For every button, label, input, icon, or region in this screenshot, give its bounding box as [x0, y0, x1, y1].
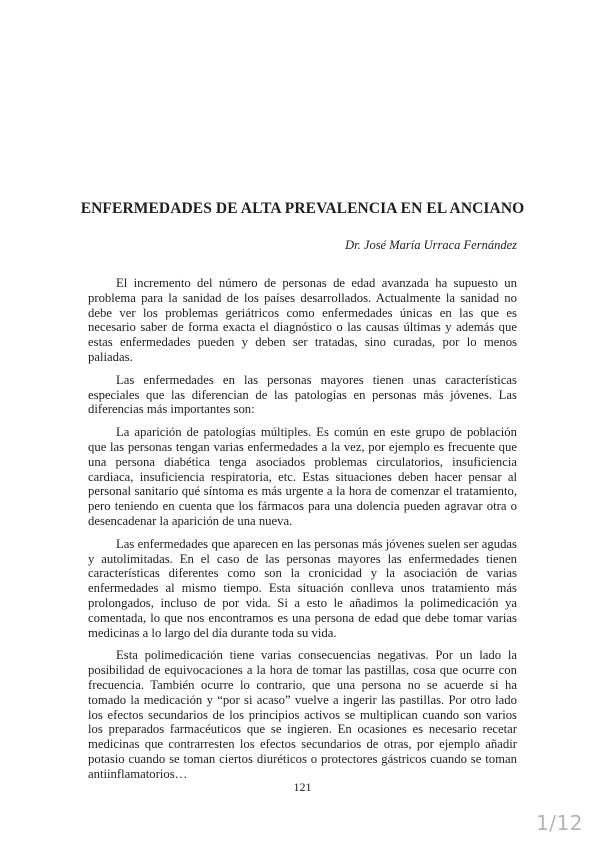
paragraph: Las enfermedades en las personas mayores tienen unas características especiales que las diferencian de las patologías en personas más jóvenes. Las diferencias más importantes son: — [88, 372, 517, 417]
author-name: Dr. José María Urraca Fernández — [345, 238, 517, 252]
paragraph: Esta polimedicación tiene varias consecuencias negativas. Por un lado la posibilidad de equivocaciones a la hora de tomar las pastillas, cosa que ocurre con frecuencia. También ocurre lo contrario, que una persona no se acuerde si ha tomado la medicación y “por si acaso” vuelve a ingerir las pastillas. Por otro lado los efectos secundarios de los principios activos se multiplican cuando son varios los preparados farmacéuticos que se ingieren. En ocasiones es necesario recetar medicinas que contrarresten los efectos secundarios de otras, por ejemplo añadir potasio cuando se toman ciertos diuréticos o protectores gástricos cuando se toman antiinflamatorios… — [88, 648, 517, 781]
paragraph: El incremento del número de personas de edad avanzada ha supuesto un problema para la sanidad de los países desarrollados. Actualmente la sanidad no debe ver los problemas geriátricos como enfermedades únicas en las que es necesario saber de forma exacta el diagnóstico o las causas últimas y además que estas enfermedades pueden y deben ser tratadas, sino curadas, por lo menos paliadas. — [88, 276, 517, 364]
page-counter: 1/12 — [536, 811, 583, 835]
document-title: ENFERMEDADES DE ALTA PREVALENCIA EN EL ANCIANO — [80, 200, 525, 217]
paragraph: Las enfermedades que aparecen en las personas más jóvenes suelen ser agudas y autolimitadas. En el caso de las personas mayores las enfermedades tienen características diferentes como son la cronicidad y la asociación de varias enfermedades al mismo tiempo. Esta situación conlleva unos tratamiento más prolongados, incluso de por vida. Si a esto le añadimos la polimedicación ya comentada, lo que nos encontramos es una persona de edad que debe tomar varias medicinas a lo largo del día durante toda su vida. — [88, 536, 517, 640]
document-body — [88, 276, 517, 790]
paragraph: La aparición de patologías múltiples. Es común en este grupo de población que las personas tengan varias enfermedades a la vez, por ejemplo es frecuente que una persona diabética tenga asociados problemas circulatorios, insuficiencia cardiaca, insuficiencia respiratoria, etc. Estas situaciones deben hacer pensar al personal sanitario qué síntoma es más urgente a la hora de comenzar el tratamiento, pero teniendo en cuenta que los fármacos para una dolencia pueden agravar otra o desencadenar la aparición de una nueva. — [88, 425, 517, 528]
page-number: 121 — [293, 780, 312, 794]
